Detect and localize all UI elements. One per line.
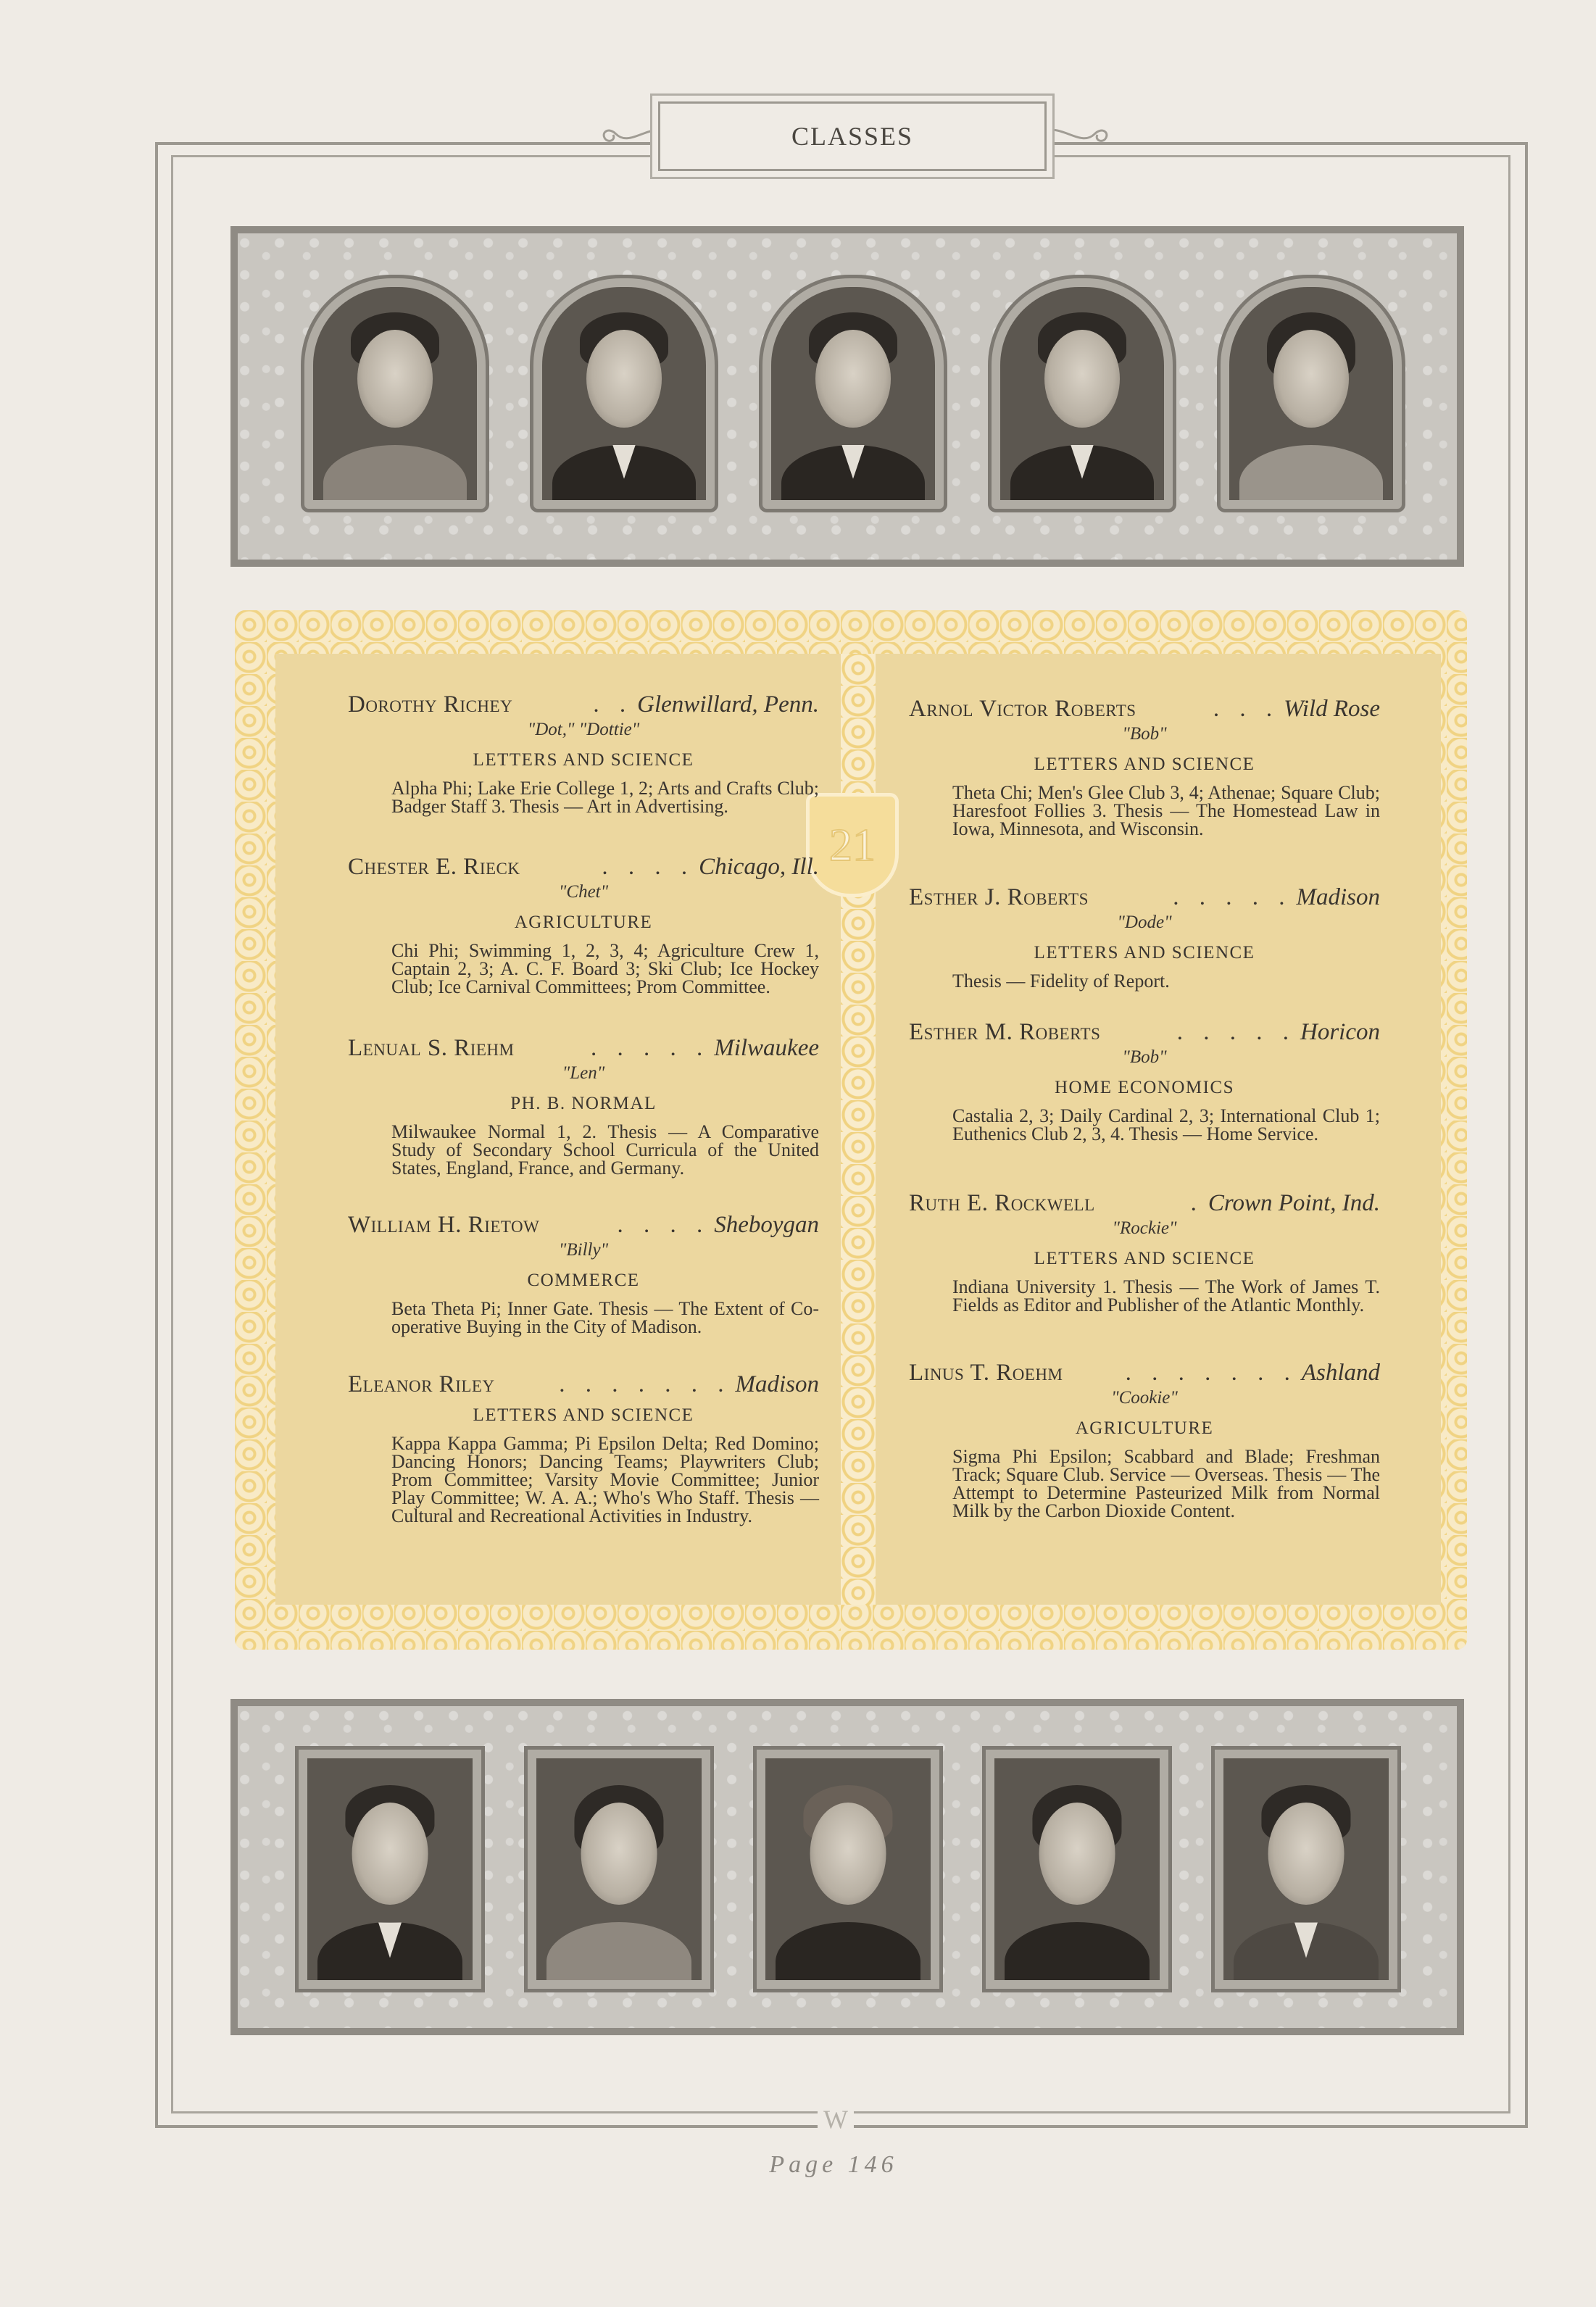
entry-chester-rieck bbox=[348, 854, 819, 996]
nickname: "Rockie" bbox=[1112, 1218, 1177, 1238]
leader-dots: . . . . bbox=[617, 1212, 710, 1238]
right-scroll-ornament bbox=[1036, 116, 1116, 152]
portrait-eleanor-riley bbox=[1221, 278, 1402, 509]
leader-dots: . . . . . . . bbox=[559, 1371, 731, 1397]
course: LETTERS AND SCIENCE bbox=[1034, 755, 1255, 774]
portrait-arnol-roberts bbox=[299, 1750, 481, 1989]
portrait-esther-j-roberts bbox=[528, 1750, 710, 1989]
nickname: "Chet" bbox=[558, 882, 609, 902]
nickname: "Billy" bbox=[558, 1240, 609, 1260]
student-name: Arnol Victor Roberts bbox=[909, 696, 1136, 722]
hometown: Madison bbox=[1296, 884, 1380, 910]
nickname: "Dode" bbox=[1117, 913, 1172, 932]
entry-dorothy-richey bbox=[348, 691, 819, 815]
bottom-portrait-band bbox=[230, 1699, 1464, 2035]
student-name: Linus T. Roehm bbox=[909, 1360, 1063, 1386]
section-title: CLASSES bbox=[658, 101, 1047, 171]
course: AGRICULTURE bbox=[514, 913, 653, 932]
course: PH. B. NORMAL bbox=[510, 1094, 657, 1113]
student-name: Ruth E. Rockwell bbox=[909, 1190, 1095, 1216]
student-name: Lenual S. Riehm bbox=[348, 1035, 515, 1061]
top-portrait-band bbox=[230, 226, 1464, 567]
hometown: Milwaukee bbox=[714, 1035, 819, 1061]
entry-linus-roehm bbox=[909, 1360, 1380, 1520]
hometown: Madison bbox=[735, 1371, 819, 1397]
right-entries bbox=[841, 654, 1406, 1605]
course: LETTERS AND SCIENCE bbox=[1034, 1249, 1255, 1268]
entry-arnol-roberts bbox=[909, 696, 1380, 838]
student-name: William H. Rietow bbox=[348, 1212, 540, 1238]
activities: Indiana University 1. Thesis — The Work of James T. Fields as Editor and Publisher of the Atlantic Monthly. bbox=[952, 1276, 1380, 1315]
entry-william-rietow bbox=[348, 1212, 819, 1336]
course: LETTERS AND SCIENCE bbox=[1034, 943, 1255, 963]
student-name: Eleanor Riley bbox=[348, 1371, 495, 1397]
activities: Castalia 2, 3; Daily Cardinal 2, 3; International Club 1; Euthenics Club 2, 3, 4. Thesis — Home Service. bbox=[952, 1105, 1380, 1144]
student-name: Dorothy Richey bbox=[348, 691, 513, 718]
leader-dots: . . . bbox=[1213, 696, 1280, 722]
nickname: "Bob" bbox=[1122, 724, 1167, 744]
hometown: Ashland bbox=[1301, 1360, 1380, 1386]
portrait-ruth-rockwell bbox=[986, 1750, 1168, 1989]
entry-esther-j-roberts bbox=[909, 884, 1380, 990]
portrait-dorothy-richey bbox=[304, 278, 486, 509]
class-year-number: 21 bbox=[829, 819, 876, 870]
course: LETTERS AND SCIENCE bbox=[473, 1405, 694, 1425]
nickname: "Bob" bbox=[1122, 1047, 1167, 1067]
course: AGRICULTURE bbox=[1075, 1418, 1214, 1438]
activities: Beta Theta Pi; Inner Gate. Thesis — The Extent of Co-operative Buying in the City of Madison. bbox=[391, 1298, 819, 1337]
entry-esther-m-roberts bbox=[909, 1019, 1380, 1143]
leader-dots: . . . . . . . bbox=[1125, 1360, 1297, 1386]
leader-dots: . bbox=[1190, 1190, 1204, 1216]
entry-ruth-rockwell bbox=[909, 1190, 1380, 1314]
activities: Chi Phi; Swimming 1, 2, 3, 4; Agriculture Crew 1, Captain 2, 3; A. C. F. Board 3; Ski Club; Ice Hockey Club; Ice Carnival Committees; Prom Committee. bbox=[391, 940, 819, 997]
hometown: Chicago, Ill. bbox=[699, 854, 819, 880]
nickname: "Dot," "Dottie" bbox=[527, 720, 640, 739]
nickname: "Len" bbox=[562, 1063, 605, 1083]
leader-dots: . . . . bbox=[602, 854, 695, 880]
course: HOME ECONOMICS bbox=[1054, 1078, 1235, 1097]
hometown: Wild Rose bbox=[1284, 696, 1380, 722]
course: COMMERCE bbox=[527, 1271, 640, 1290]
course: LETTERS AND SCIENCE bbox=[473, 750, 694, 770]
portrait-chester-rieck bbox=[533, 278, 715, 509]
nickname: "Cookie" bbox=[1111, 1388, 1178, 1408]
portrait-william-rietow bbox=[992, 278, 1173, 509]
hometown: Glenwillard, Penn. bbox=[637, 691, 819, 718]
left-entries bbox=[275, 654, 841, 1605]
student-name: Esther M. Roberts bbox=[909, 1019, 1101, 1045]
activities: Sigma Phi Epsilon; Scabbard and Blade; Freshman Track; Square Club. Service — Overseas. Thesis — The Attempt to Determine Pasteurized Milk from Normal Milk by the Carbon Dioxide Content. bbox=[952, 1446, 1380, 1521]
activities: Theta Chi; Men's Glee Club 3, 4; Athenae; Square Club; Haresfoot Follies 3. Thesis — The Homestead Law in Iowa, Minnesota, and Wisconsin. bbox=[952, 782, 1380, 839]
portrait-esther-m-roberts bbox=[757, 1750, 939, 1989]
page-number: Page 146 bbox=[769, 2151, 898, 2178]
hometown: Sheboygan bbox=[714, 1212, 819, 1238]
student-name: Chester E. Rieck bbox=[348, 854, 520, 880]
activities: Thesis — Fidelity of Report. bbox=[952, 970, 1170, 992]
hometown: Crown Point, Ind. bbox=[1208, 1190, 1380, 1216]
activities: Kappa Kappa Gamma; Pi Epsilon Delta; Red Domino; Dancing Honors; Dancing Teams; Playwriters Club; Prom Committee; Varsity Movie Committee; Junior Play Committee; W. A. A.; Who's Who Staff. Thesis — Cultural and Recreational Activities in Industry. bbox=[391, 1433, 819, 1526]
leader-dots: . . . . . bbox=[1173, 884, 1292, 910]
hometown: Horicon bbox=[1300, 1019, 1380, 1045]
activities: Alpha Phi; Lake Erie College 1, 2; Arts and Crafts Club; Badger Staff 3. Thesis — Art in Advertising. bbox=[391, 778, 819, 817]
portrait-lenual-riehm bbox=[762, 278, 944, 509]
student-name: Esther J. Roberts bbox=[909, 884, 1089, 910]
portrait-linus-roehm bbox=[1215, 1750, 1397, 1989]
leader-dots: . . . . . bbox=[590, 1035, 710, 1061]
entry-lenual-riehm bbox=[348, 1035, 819, 1177]
leader-dots: . . . . . bbox=[1176, 1019, 1296, 1045]
footer-monogram: W bbox=[818, 2105, 854, 2134]
entry-eleanor-riley bbox=[348, 1371, 819, 1525]
activities: Milwaukee Normal 1, 2. Thesis — A Comparative Study of Secondary School Curricula of the United States, England, France, and Germany. bbox=[391, 1121, 819, 1179]
leader-dots: . . bbox=[593, 691, 633, 718]
